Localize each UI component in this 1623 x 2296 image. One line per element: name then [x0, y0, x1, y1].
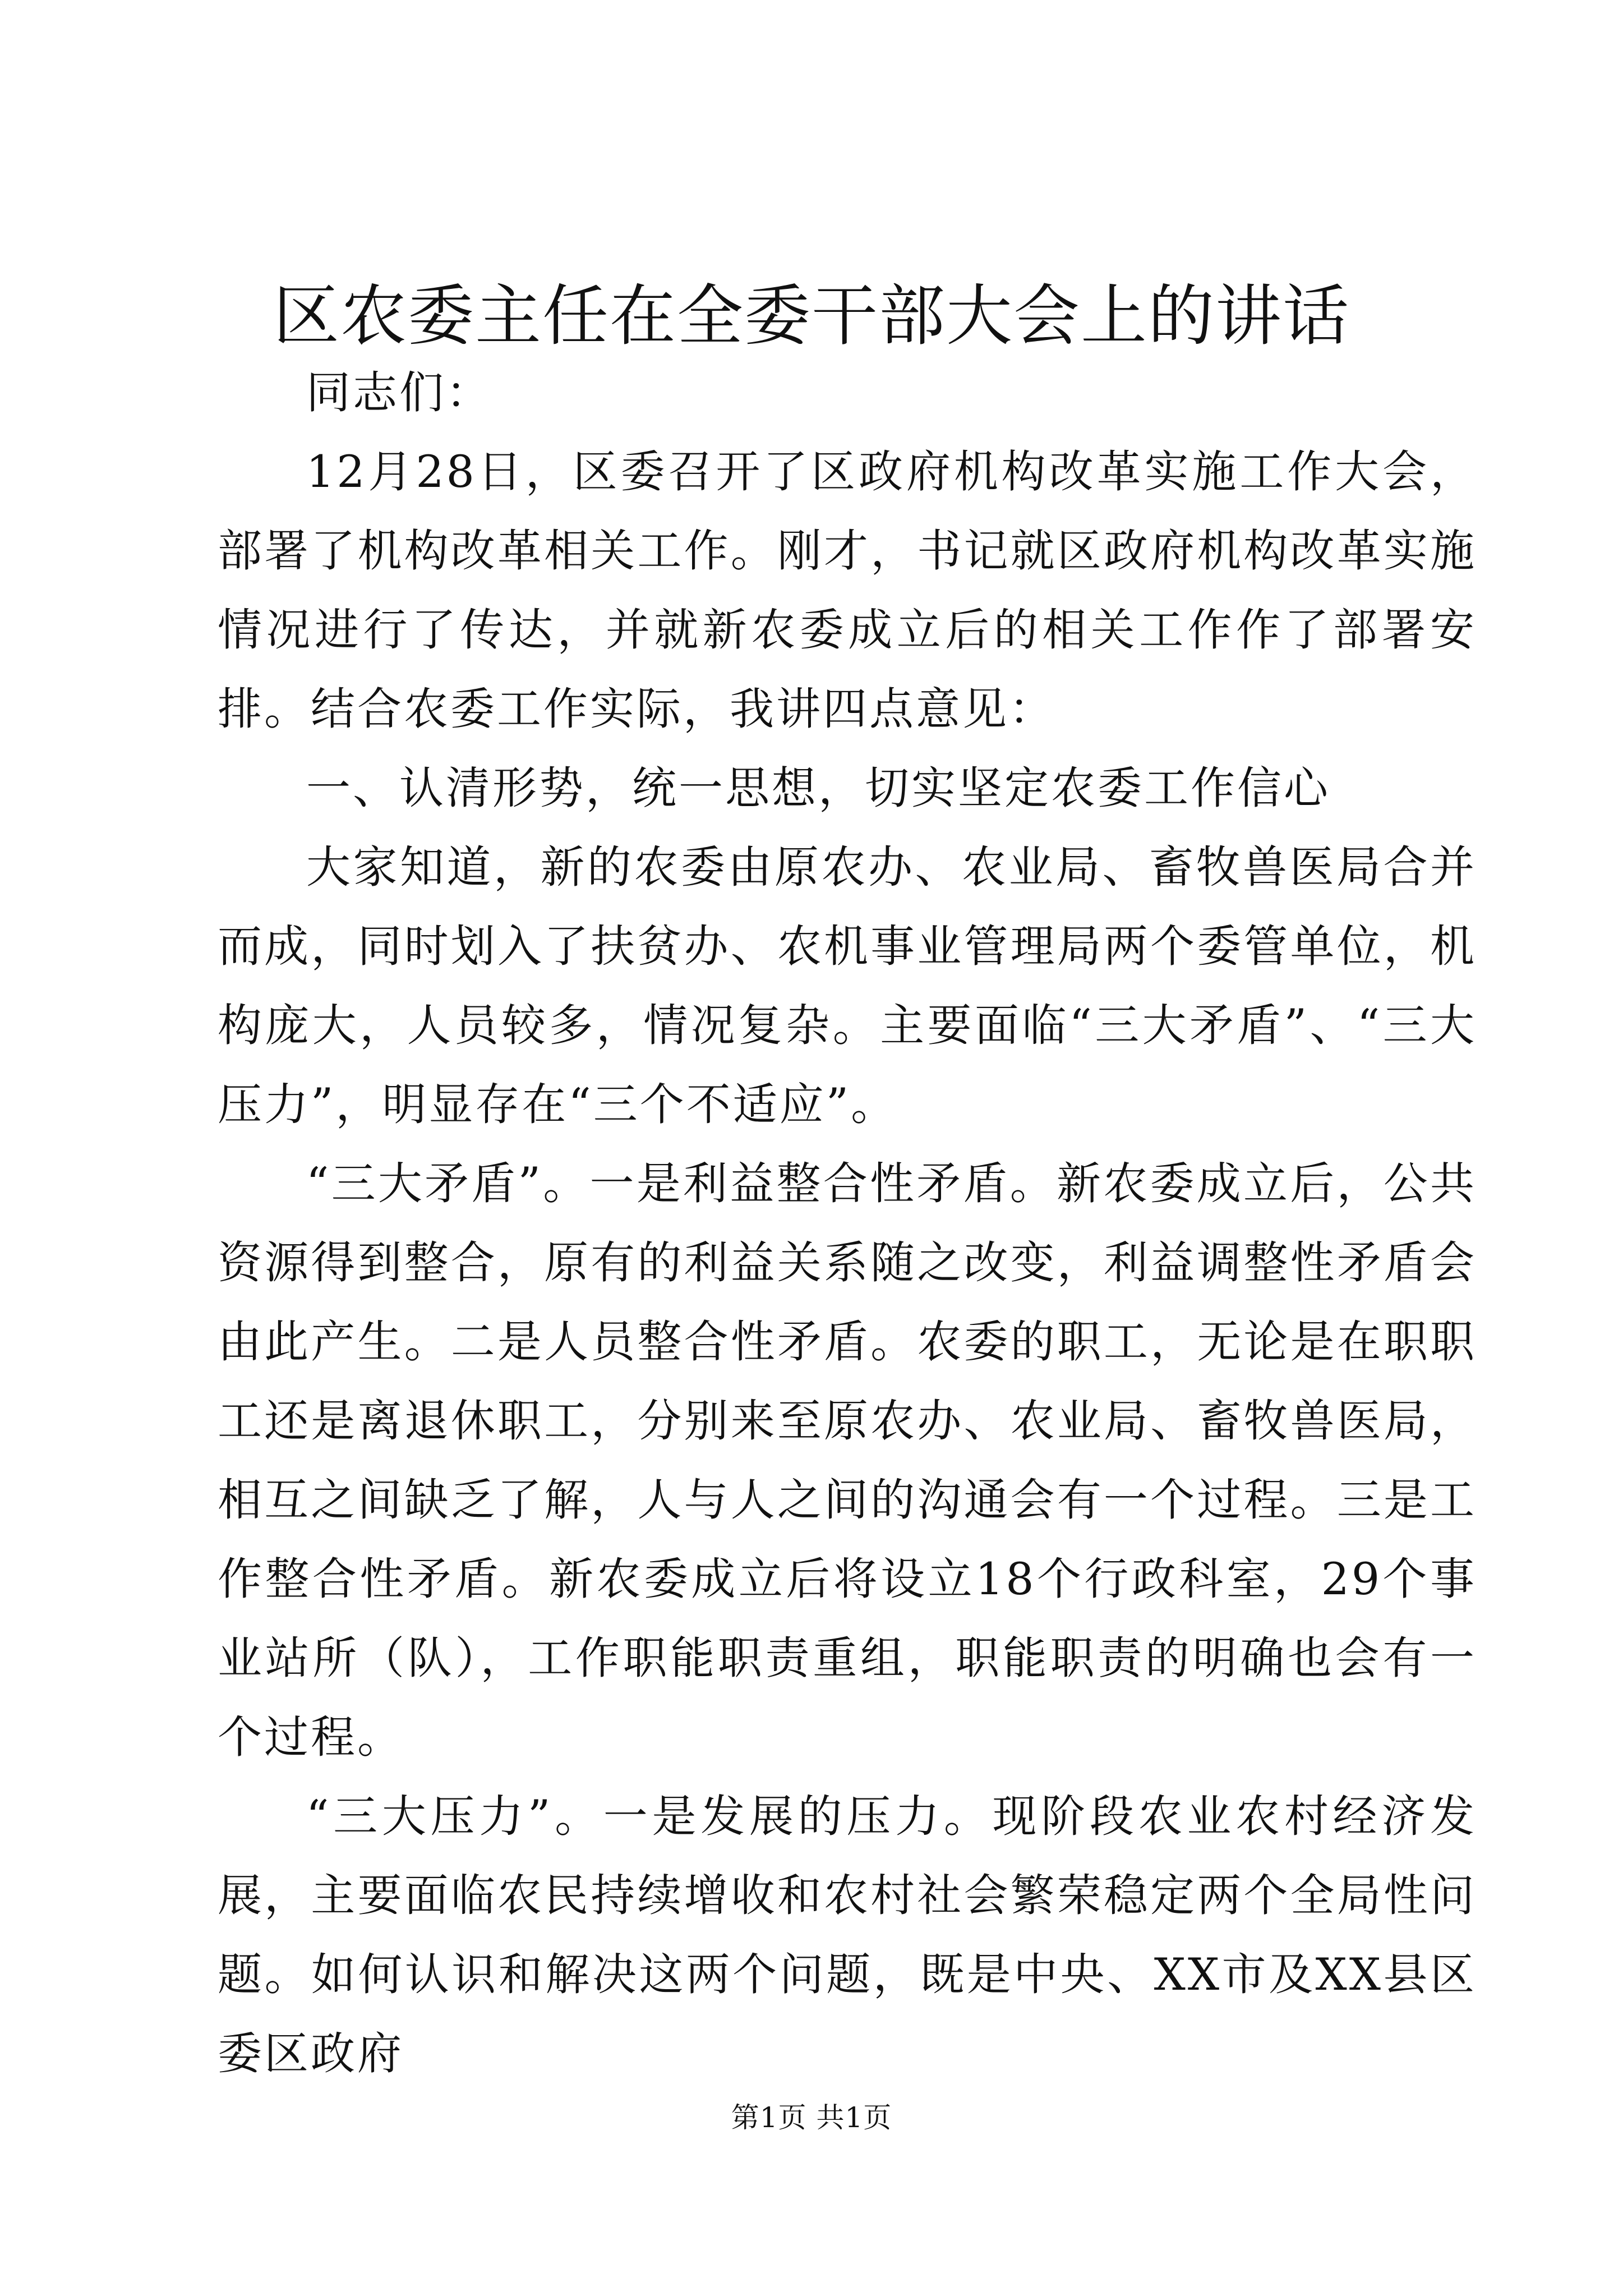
paragraph-three-contradictions: “三大矛盾”。一是利益整合性矛盾。新农委成立后，公共资源得到整合，原有的利益关系随之改变，利益调整性矛盾会由此产生。二是人员整合性矛盾。农委的职工，无论是在职职工还是离退休职工，分别来至原农办、农业局、畜牧兽医局，相互之间缺乏了解，人与人之间的沟通会有一个过程。三是工作整合性矛盾。新农委成立后将设立18个行政科室，29个事业站所（队），工作职能职责重组，职能职责的明确也会有一个过程。	[218, 1158, 1477, 1763]
paragraph-three-pressures: “三大压力”。一是发展的压力。现阶段农业农村经济发展，主要面临农民持续增收和农村社会繁荣稳定两个全局性问题。如何认识和解决这两个问题，既是中央、XX市及XX县区委区政府	[218, 1791, 1477, 2079]
document-body	[218, 353, 1477, 2093]
document-title: 区农委主任在全委干部大会上的讲话	[273, 277, 1350, 355]
section-heading-1: 一、认清形势，统一思想，切实坚定农委工作信心	[306, 762, 1330, 814]
salutation: 同志们：	[306, 367, 492, 418]
paragraph-overview: 大家知道，新的农委由原农办、农业局、畜牧兽医局合并而成，同时划入了扶贫办、农机事业管理局两个委管单位，机构庞大，人员较多，情况复杂。主要面临“三大矛盾”、“三大压力”，明显存在“三个不适应”。	[218, 841, 1477, 1130]
intro-paragraph: 12月28日，区委召开了区政府机构改革实施工作大会，部署了机构改革相关工作。刚才，书记就区政府机构改革实施情况进行了传达，并就新农委成立后的相关工作作了部署安排。结合农委工作实际，我讲四点意见：	[218, 446, 1477, 735]
page-footer: 第1页 共1页	[731, 2101, 892, 2134]
